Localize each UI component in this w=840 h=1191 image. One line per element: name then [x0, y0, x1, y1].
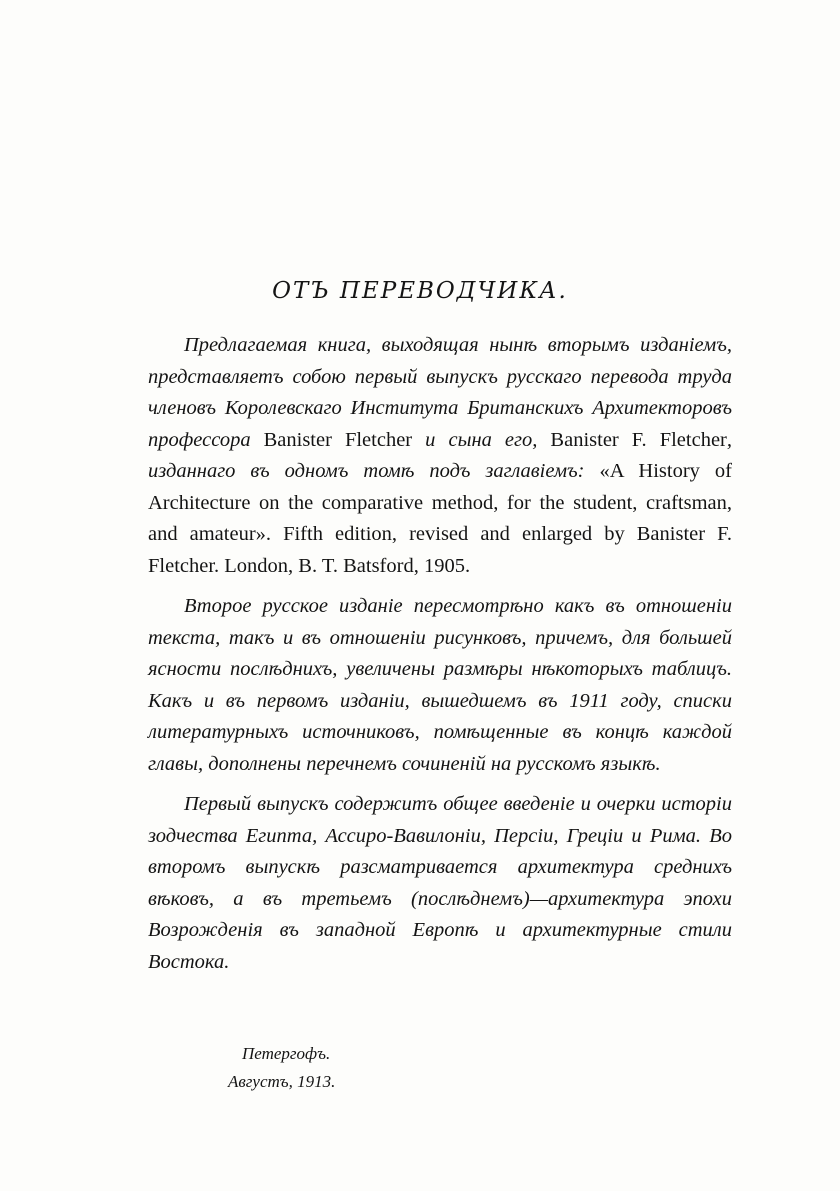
paragraph-3: Первый выпускъ содержитъ общее введеніе и очерки исторіи зодчества Египта, Ассиро-Вавилоніи, Персіи, Греціи и Рима. Во второмъ выпускѣ разсматривается архитектура среднихъ вѣковъ, а въ третьемъ (послѣднемъ)—архитектура эпохи Возрожденія въ западной Европѣ и архитектурные стили Востока. — [148, 793, 732, 973]
p1-italic-start: Предлагаемая книга, выходящая нынѣ вторымъ изданіемъ, представляетъ собою первый выпускъ русскаго перевода труда членовъ Королевскаго Института Британскихъ Архитекторовъ профессора — [148, 334, 732, 451]
p1-name-1: Banister Fletcher — [263, 428, 413, 451]
p1-name-2: Banister F. Fletcher — [550, 428, 727, 451]
p1-italic-mid: и сына его, — [412, 428, 551, 451]
signature-place: Петергофъ. — [242, 1044, 331, 1063]
p1-english-title: «A History of Architecture on the comparative method, for the student, craftsman, and amateur». Fifth edition, revised and enlarged by Banister F. Fletcher. London, B. T. Batsford, 1905. — [148, 460, 732, 577]
paragraph-2: Второе русское изданіе пересмотрѣно какъ въ отношеніи текста, такъ и въ отношеніи рисунковъ, причемъ, для большей ясности послѣднихъ, увеличены размѣры нѣкоторыхъ таблицъ. Какъ и въ первомъ изданіи, вышедшемъ въ 1911 году, списки литературныхъ источниковъ, помѣщенные въ концѣ каждой главы, дополнены перечнемъ сочиненій на русскомъ языкѣ. — [148, 595, 732, 775]
p1-italic-mid-2: , изданнаго въ одномъ томѣ подъ заглавіемъ: — [148, 428, 732, 482]
preface-body — [148, 330, 732, 987]
signature-block — [0, 1040, 840, 1096]
page-title: ОТЪ ПЕРЕВОДЧИКА. — [272, 278, 568, 304]
paragraph-1 — [148, 330, 732, 582]
signature-date: Августъ, 1913. — [228, 1072, 336, 1091]
